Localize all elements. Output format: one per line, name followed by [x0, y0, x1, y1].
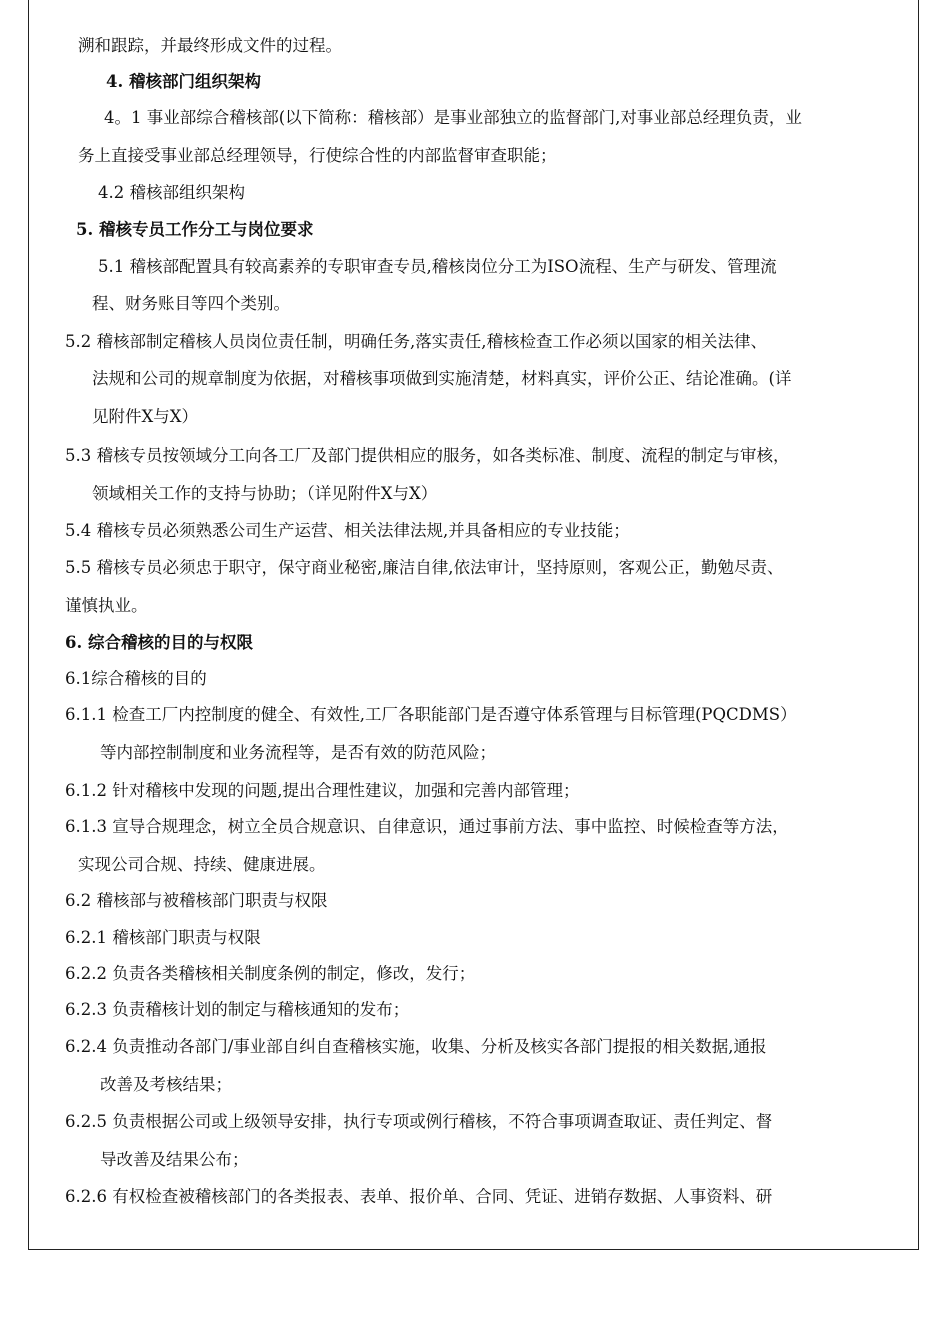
text-line: 程、财务账目等四个类别。 — [92, 294, 290, 313]
text-line: 5.5 稽核专员必须忠于职守，保守商业秘密,廉洁自律,依法审计，坚持原则，客观公正，勤勉尽责、 — [65, 558, 784, 577]
text-line: 导改善及结果公布； — [100, 1150, 249, 1169]
text-line: 溯和跟踪，并最终形成文件的过程。 — [78, 36, 342, 55]
text-line: 6.1综合稽核的目的 — [65, 669, 207, 688]
section-heading-4: 4. 稽核部门组织架构 — [106, 72, 261, 91]
text-line: 领域相关工作的支持与协助；（详见附件X与X） — [92, 484, 438, 503]
text-line: 务上直接受事业部总经理领导，行使综合性的内部监督审查职能； — [78, 146, 557, 165]
text-line: 改善及考核结果； — [100, 1075, 232, 1094]
text-line: 5.2 稽核部制定稽核人员岗位责任制，明确任务,落实责任,稽核检查工作必须以国家的相关法律、 — [65, 332, 767, 351]
text-line: 谨慎执业。 — [65, 596, 148, 615]
text-line: 6.1.2 针对稽核中发现的问题,提出合理性建议，加强和完善内部管理； — [65, 781, 580, 800]
text-line: 6.2.6 有权检查被稽核部门的各类报表、表单、报价单、合同、凭证、进销存数据、人事资料、研 — [65, 1187, 773, 1206]
text-line: 4.2 稽核部组织架构 — [98, 183, 245, 202]
text-line: 6.2 稽核部与被稽核部门职责与权限 — [65, 891, 328, 910]
section-heading-5: 5. 稽核专员工作分工与岗位要求 — [76, 220, 314, 239]
text-line: 实现公司合规、持续、健康进展。 — [78, 855, 326, 874]
text-line: 6.1.1 检查工厂内控制度的健全、有效性,工厂各职能部门是否遵守体系管理与目标管理(PQCDMS） — [65, 705, 797, 724]
text-line: 5.3 稽核专员按领域分工向各工厂及部门提供相应的服务，如各类标准、制度、流程的制定与审核， — [65, 446, 790, 465]
text-line: 等内部控制制度和业务流程等，是否有效的防范风险； — [100, 743, 496, 762]
text-line: 6.1.3 宣导合规理念，树立全员合规意识、自律意识，通过事前方法、事中监控、时候检查等方法， — [65, 817, 789, 836]
text-line: 5.4 稽核专员必须熟悉公司生产运营、相关法律法规,并具备相应的专业技能； — [65, 521, 630, 540]
text-line: 法规和公司的规章制度为依据，对稽核事项做到实施清楚，材料真实，评价公正、结论准确。(详 — [92, 369, 792, 388]
text-line: 见附件X与X） — [92, 407, 198, 426]
section-heading-6: 6. 综合稽核的目的与权限 — [65, 633, 253, 652]
text-line: 6.2.4 负责推动各部门/事业部自纠自查稽核实施，收集、分析及核实各部门提报的相关数据,通报 — [65, 1037, 767, 1056]
text-line: 6.2.2 负责各类稽核相关制度条例的制定，修改，发行； — [65, 964, 476, 983]
text-line: 6.2.5 负责根据公司或上级领导安排，执行专项或例行稽核，不符合事项调查取证、责任判定、督 — [65, 1112, 773, 1131]
text-line: 4。1 事业部综合稽核部(以下简称：稽核部）是事业部独立的监督部门,对事业部总经理负责，业 — [104, 108, 802, 127]
text-line: 6.2.3 负责稽核计划的制定与稽核通知的发布； — [65, 1000, 410, 1019]
text-line: 6.2.1 稽核部门职责与权限 — [65, 928, 261, 947]
text-line: 5.1 稽核部配置具有较高素养的专职审查专员,稽核岗位分工为ISO流程、生产与研发、管理流 — [98, 257, 777, 276]
